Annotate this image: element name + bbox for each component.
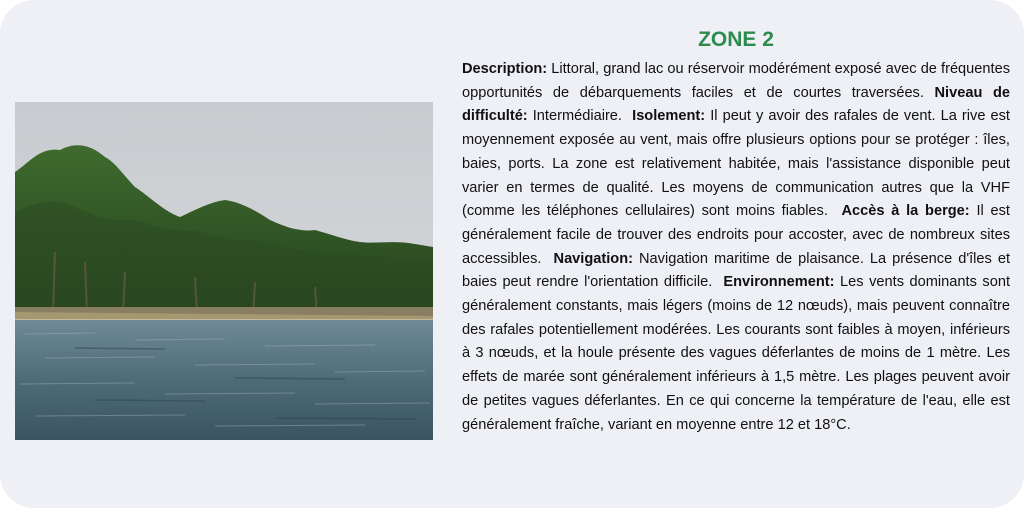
difficulty-label: Niveau de difficulté: bbox=[462, 84, 1010, 125]
isolation-text: Il peut y avoir des rafales de vent. La rive est moyennement exposée au vent, mais offre plusieurs options pour se protéger : îles, baies, ports. La zone est relativement habitée, mais l'assistance disponible peut varier en termes de qualité. Les moyens de communication autres que la VHF (comme les téléphones cellulaires) sont moins fiables. bbox=[462, 108, 1010, 220]
navigation-label: Navigation: bbox=[553, 250, 633, 267]
environment-label: Environnement: bbox=[723, 274, 835, 291]
description-text: Littoral, grand lac ou réservoir modérément exposé avec de fréquentes opportunités de débarquements faciles et de courtes traversées. bbox=[462, 61, 1010, 101]
isolation-label: Isolement: bbox=[632, 108, 706, 125]
lake-shoreline-photo bbox=[15, 102, 433, 440]
zone-title: ZONE 2 bbox=[698, 28, 774, 51]
difficulty-text: Intermédiaire. bbox=[532, 108, 622, 125]
zone-description bbox=[462, 58, 1010, 437]
environment-text: Les vents dominants sont généralement constants, mais légers (moins de 12 nœuds), mais peuvent connaître des rafales potentiellement modérées. Les courants sont faibles à moyen, inférieurs à 3 nœuds, et la houle présente des vagues déferlantes de moins de 1 mètre. Les effets de marée sont généralement inférieurs à 1,5 mètre. Les plages peuvent avoir de petites vagues déferlantes. En ce qui concerne la température de l'eau, elle est généralement fraîche, variant en moyenne entre 12 et 18°C. bbox=[462, 274, 1011, 433]
navigation-text: Navigation maritime de plaisance. La présence d'îles et baies peut rendre l'orientation difficile. bbox=[462, 250, 1010, 291]
shore-access-label: Accès à la berge: bbox=[841, 203, 970, 220]
shore-access-text: Il est généralement facile de trouver des endroits pour accoster, avec de nombreux sites accessibles. bbox=[462, 203, 1010, 267]
description-label: Description: bbox=[462, 61, 548, 77]
